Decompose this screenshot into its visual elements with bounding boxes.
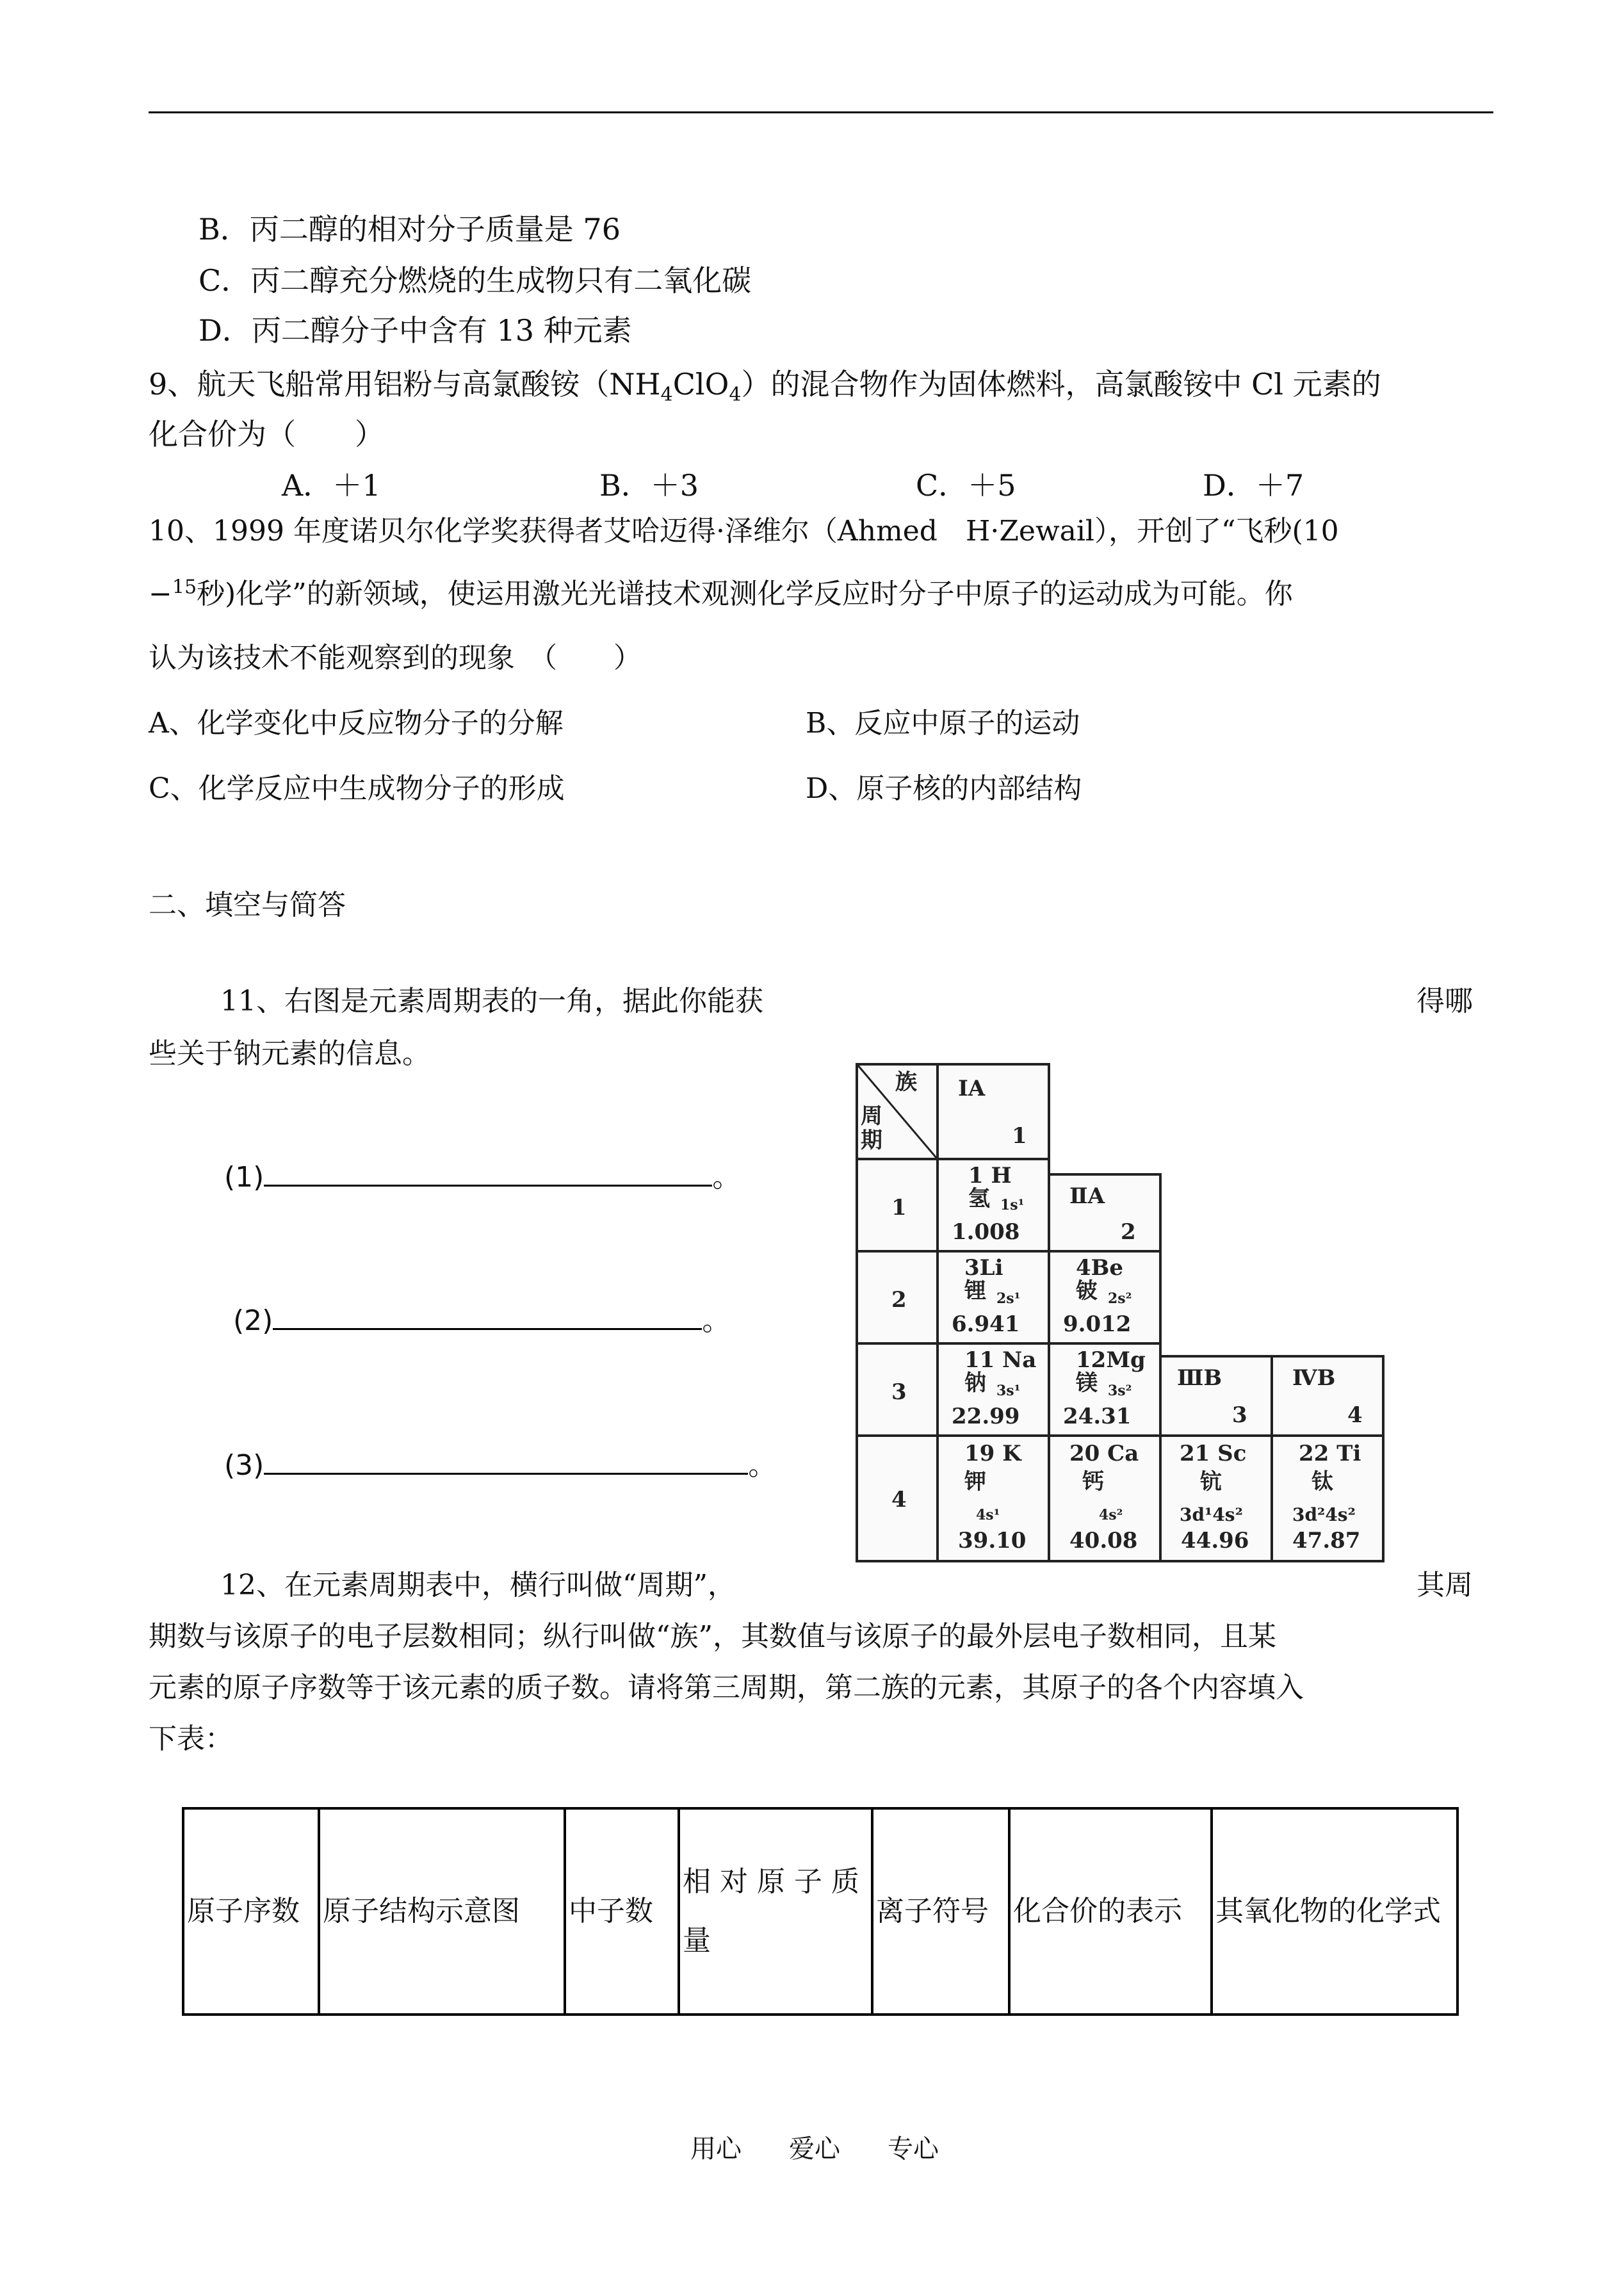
pt-group-4b <box>1271 1355 1384 1437</box>
table-header-cell: 原子序数 <box>183 1808 319 2015</box>
pt-element-mg-head: 12Mg <box>1076 1347 1146 1373</box>
pt-element-sc <box>1159 1434 1273 1562</box>
table-header-cell: 化合价的表示 <box>1009 1808 1212 2015</box>
table-header-cell: 相对原子质量 <box>679 1808 872 2015</box>
q10-line2: −$^{15}$秒)化学”的新领域，使运用激光光谱技术观测化学反应时分子中原子的运动成为可能。你 <box>149 576 1293 610</box>
pt-element-h-name: 氢 <box>968 1186 990 1212</box>
q9-option-a: A．＋1 <box>282 468 381 503</box>
pt-element-li-config: 2s¹ <box>996 1290 1021 1307</box>
pt-element-li-mass: 6.941 <box>952 1311 1020 1337</box>
q12-line4: 下表： <box>149 1723 233 1755</box>
pt-group-4b-num: 4 <box>1347 1402 1363 1428</box>
pt-element-be-mass: 9.012 <box>1063 1311 1132 1337</box>
q10-option-d: D、原子核的内部结构 <box>806 772 1082 805</box>
answer-blank-1[interactable]: (1) 。 <box>224 1156 740 1197</box>
pt-element-k-name: 钾 <box>964 1469 986 1495</box>
pt-element-ca-config: 4s² <box>1099 1507 1123 1523</box>
pt-corner-group: 族 <box>895 1069 917 1095</box>
q12-line1: 12、在元素周期表中，横行叫做“周期”， <box>220 1569 736 1602</box>
q10-option-a: A、化学变化中反应物分子的分解 <box>149 707 564 740</box>
pt-element-h-mass: 1.008 <box>952 1219 1020 1245</box>
pt-element-mg <box>1048 1342 1162 1437</box>
pt-element-k-mass: 39.10 <box>958 1528 1027 1553</box>
pt-group-2a-label: ⅡA <box>1069 1183 1105 1209</box>
pt-element-sc-mass: 44.96 <box>1181 1528 1249 1553</box>
pt-element-be-head: 4Be <box>1076 1255 1124 1281</box>
pt-period-1-label: 1 <box>891 1195 907 1220</box>
q9-option-b: B．＋3 <box>599 468 699 503</box>
pt-period-4-label: 4 <box>891 1487 907 1512</box>
q12-line1-end: 其周 <box>1417 1569 1473 1602</box>
q10-line3: 认为该技术不能观察到的现象 （ ） <box>149 642 642 674</box>
pt-element-k-config: 4s¹ <box>976 1507 1000 1523</box>
pt-group-3b-label: ⅢB <box>1177 1365 1222 1391</box>
pt-element-na-name: 钠 <box>964 1370 986 1396</box>
pt-element-na-config: 3s¹ <box>996 1383 1021 1399</box>
q9-option-d: D．＋7 <box>1203 468 1304 503</box>
footer-text-1: 用心 <box>690 2134 742 2164</box>
pt-element-li-head: 3Li <box>964 1255 1003 1281</box>
q11-line2: 些关于钠元素的信息。 <box>149 1037 430 1070</box>
table-header-cell: 中子数 <box>565 1808 679 2015</box>
pt-element-ti <box>1271 1434 1384 1562</box>
pt-element-mg-config: 3s² <box>1108 1383 1132 1399</box>
q12-line2: 期数与该原子的电子层数相同；纵行叫做“族”，其数值与该原子的最外层电子数相同，且某 <box>149 1620 1276 1653</box>
table-header-cell: 离子符号 <box>872 1808 1009 2015</box>
table-header-cell: 其氧化物的化学式 <box>1212 1808 1458 2015</box>
pt-element-ti-mass: 47.87 <box>1292 1528 1361 1553</box>
pt-corner-period: 周期 <box>861 1103 882 1153</box>
pt-element-ca-head: 20 Ca <box>1069 1441 1139 1466</box>
q12-line3: 元素的原子序数等于该元素的质子数。请将第三周期，第二族的元素，其原子的各个内容填入 <box>149 1671 1304 1704</box>
q9-option-c: C．＋5 <box>916 468 1016 503</box>
pt-period-2-label: 2 <box>891 1287 907 1313</box>
pt-element-sc-head: 21 Sc <box>1180 1441 1247 1466</box>
pt-element-be-config: 2s² <box>1108 1290 1132 1307</box>
pt-group-4b-label: ⅣB <box>1292 1365 1336 1391</box>
pt-group-2a-num: 2 <box>1121 1219 1136 1245</box>
periodic-table-figure <box>856 1063 1406 1569</box>
pt-element-na <box>936 1342 1050 1437</box>
pt-element-h <box>936 1158 1050 1253</box>
q8-option-d: D．丙二醇分子中含有 13 种元素 <box>199 313 632 348</box>
q10-option-c: C、化学反应中生成物分子的形成 <box>149 772 565 805</box>
pt-element-na-mass: 22.99 <box>952 1404 1020 1429</box>
pt-period-3-label: 3 <box>891 1379 907 1405</box>
answer-table-header-row <box>183 1808 1458 2015</box>
q9-line1: 9、航天飞船常用铝粉与高氯酸铵$(NH_4ClO_4)$的混合物作为固体燃料，高氯酸铵中 Cl 元素的 <box>149 367 1381 407</box>
pt-period-2 <box>856 1250 939 1345</box>
q10-option-b: B、反应中原子的运动 <box>806 707 1080 740</box>
pt-element-ca <box>1048 1434 1162 1562</box>
pt-group-3b-num: 3 <box>1232 1402 1247 1428</box>
pt-element-li <box>936 1250 1050 1345</box>
pt-element-sc-name: 钪 <box>1200 1469 1222 1495</box>
pt-period-3 <box>856 1342 939 1437</box>
pt-element-be-name: 铍 <box>1076 1278 1098 1304</box>
pt-element-sc-config: 3d¹4s² <box>1180 1504 1243 1525</box>
pt-period-4 <box>856 1434 939 1562</box>
pt-group-2a <box>1048 1173 1162 1253</box>
pt-element-ti-head: 22 Ti <box>1299 1441 1361 1466</box>
pt-element-mg-mass: 24.31 <box>1063 1404 1132 1429</box>
q10-line1: 10、1999 年度诺贝尔化学奖获得者艾哈迈得·泽维尔（Ahmed H·Zewail），开创了“飞秒(10 <box>149 515 1339 547</box>
footer-text-3: 专心 <box>888 2134 939 2164</box>
pt-group-1a-num: 1 <box>1012 1123 1027 1149</box>
header-rule <box>149 111 1493 113</box>
pt-element-mg-name: 镁 <box>1076 1370 1098 1396</box>
pt-element-h-config: 1s¹ <box>1000 1197 1025 1213</box>
footer-text-2: 爱心 <box>789 2134 840 2164</box>
q11-line1: 11、右图是元素周期表的一角，据此你能获 <box>220 985 763 1018</box>
pt-element-h-head: 1 H <box>968 1163 1012 1188</box>
pt-element-k-head: 19 K <box>964 1441 1021 1466</box>
answer-table <box>182 1807 1459 2016</box>
pt-group-3b <box>1159 1355 1273 1437</box>
answer-blank-2[interactable]: (2) 。 <box>233 1300 730 1340</box>
pt-element-be <box>1048 1250 1162 1345</box>
pt-element-na-head: 11 Na <box>964 1347 1037 1373</box>
q11-line1-end: 得哪 <box>1417 985 1473 1018</box>
section-heading: 二、填空与简答 <box>149 889 346 921</box>
table-header-cell: 原子结构示意图 <box>319 1808 565 2015</box>
pt-element-ti-config: 3d²4s² <box>1292 1504 1356 1525</box>
q9-line2: 化合价为（ ） <box>149 417 384 451</box>
pt-corner-cell <box>856 1063 939 1160</box>
pt-element-ti-name: 钛 <box>1311 1469 1333 1495</box>
pt-element-k <box>936 1434 1050 1562</box>
pt-period-1 <box>856 1158 939 1253</box>
answer-blank-3[interactable]: (3) 。 <box>224 1445 776 1485</box>
q8-option-c: C．丙二醇充分燃烧的生成物只有二氧化碳 <box>199 263 752 298</box>
pt-element-ca-name: 钙 <box>1082 1469 1104 1495</box>
pt-group-1a-label: ⅠA <box>958 1076 986 1101</box>
pt-group-1a <box>936 1063 1050 1160</box>
q8-option-b: B．丙二醇的相对分子质量是 76 <box>199 212 621 247</box>
pt-element-ca-mass: 40.08 <box>1069 1528 1138 1553</box>
pt-element-li-name: 锂 <box>964 1278 986 1304</box>
